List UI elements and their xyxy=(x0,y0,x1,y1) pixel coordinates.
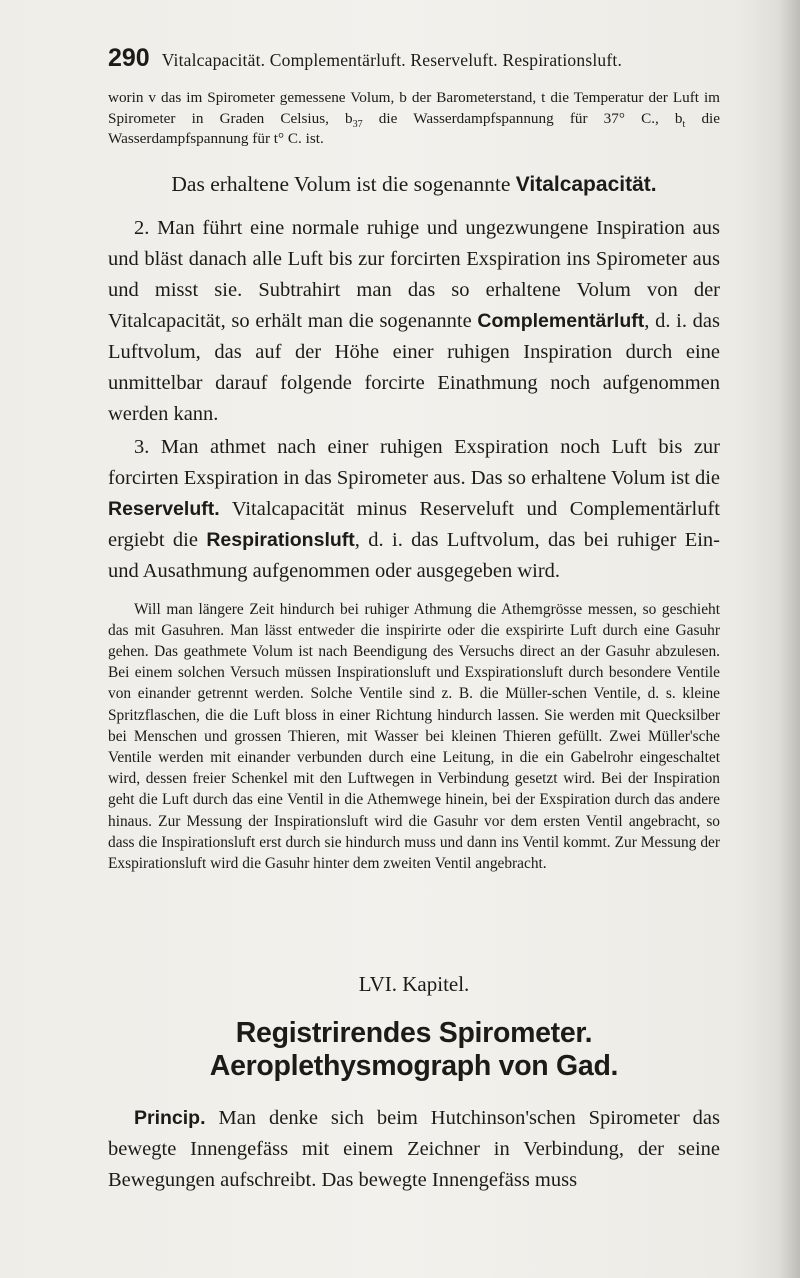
running-head xyxy=(108,44,720,78)
paragraph-2-text-1: 2. Man führt eine normale ruhige und ungezwungene Inspiration aus und bläst danach alle Luft bis zur forcirten Exspiration ins Spirometer aus und misst sie. Subtrahirt man das so erhaltene Volum von der Vitalcapacität, so erhält man die sogenannte xyxy=(108,216,720,332)
paragraph-2-text-2: , d. i. das Luftvolum, das auf der Höhe einer ruhigen Inspiration durch eine unmittelbar darauf folgende forcirte Einathmung noch aufgenommen werden kann. xyxy=(108,309,721,425)
principle-paragraph xyxy=(108,1103,720,1196)
intro-paragraph xyxy=(108,88,720,150)
paragraph-3-text-3: , d. i. das Luftvolum, das bei ruhiger Ein- und Ausathmung aufgenommen oder ausgegeben wird. xyxy=(108,528,720,582)
running-title: Vitalcapacität. Complementärluft. Reserveluft. Respirationsluft. xyxy=(161,50,623,70)
chapter-number: LVI. Kapitel. xyxy=(358,972,470,997)
principle-text: Man denke sich beim Hutchinson'schen Spirometer das bewegte Innengefäss mit einem Zeichner in Verbindung, der seine Bewegungen aufschreibt. Das bewegte Innengefäss muss xyxy=(108,1107,720,1192)
intro-text-3: die Wasserdampfspannung für t° C. ist. xyxy=(108,109,721,147)
page-content xyxy=(108,44,720,1198)
intro-subscript-1: 37 xyxy=(352,118,363,130)
page-number: 290 xyxy=(108,44,150,72)
complementary-air-term: Complementärluft xyxy=(477,309,645,332)
paragraph-complementary-air xyxy=(108,213,720,430)
paragraph-3-text-2: Vitalcapacität minus Reserveluft und Complementärluft ergiebt die xyxy=(108,497,720,551)
reserve-air-term: Reserveluft. xyxy=(108,497,220,520)
vitalcapacity-term: Vitalcapacität. xyxy=(515,172,657,196)
vitalcapacity-statement xyxy=(108,172,720,197)
respiratory-air-term: Respirationsluft xyxy=(206,528,355,551)
vitalcapacity-statement-text: Das erhaltene Volum ist die sogenannte xyxy=(171,171,516,196)
chapter-title: Registrirendes Spirometer. Aeroplethysmograph von Gad. xyxy=(209,1017,619,1083)
intro-subscript-2: t xyxy=(682,118,686,130)
gas-meter-note: Will man längere Zeit hindurch bei ruhiger Athmung die Athemgrösse messen, so geschieht das mit Gasuhren. Man lässt entweder die inspirirte oder die exspirirte Luft durch eine Gasuhr gehen. Das geathmete Volum ist nach Beendigung des Versuchs direct an der Gasuhr abzulesen. Bei einem solchen Versuch müssen Inspirationsluft und Exspirationsluft durch besondere Ventile von einander getrennt werden. Solche Ventile sind z. B. die Müller-schen Ventile, d. s. kleine Spritzflaschen, die die Luft bloss in einer Richtung hindurch lassen. Sie werden mit Quecksilber bei Menschen und grossen Thieren, mit Wasser bei kleinen Thieren gefüllt. Zwei Müller'sche Ventile werden mit einander verbunden durch eine Leitung, in die ein Gabelrohr eingeschaltet wird, dessen freier Schenkel mit den Luftwegen in Verbindung gesetzt wird. Bei der Inspiration geht die Luft durch das eine Ventil in die Athemwege hinein, bei der Exspiration durch das andere hinaus. Zur Messung der Inspirationsluft wird die Gasuhr vor dem ersten Ventil angebracht, so dass die Inspirationsluft erst durch sie hindurch muss und dann ins Ventil kommt. Zur Messung der Exspirationsluft wird die Gasuhr hinter dem zweiten Ventil angebracht. xyxy=(108,600,720,872)
paragraph-3-text-1: 3. Man athmet nach einer ruhigen Exspiration noch Luft bis zur forcirten Exspiration in das Spirometer aus. Das so erhaltene Volum ist die xyxy=(108,435,720,489)
paragraph-reserve-air xyxy=(108,432,720,587)
page-edge-shadow xyxy=(778,0,800,1278)
intro-text-1: worin v das im Spirometer gemessene Volum, b der Barometerstand, t die Temperatur der Luft im Spirometer in Graden Celsius, b xyxy=(108,89,720,127)
principle-lead: Princip. xyxy=(134,1107,206,1130)
intro-text-2: die Wasserdampfspannung für 37° C., b xyxy=(362,109,683,127)
